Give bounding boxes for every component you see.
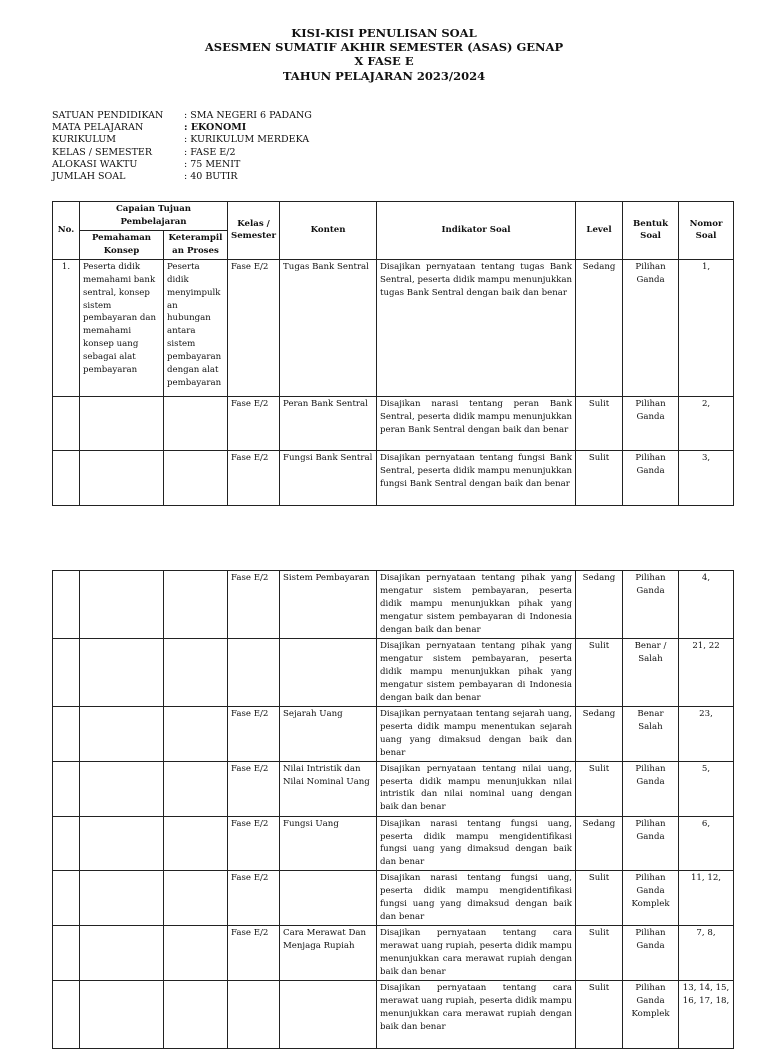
cell-bentuk: Pilihan Ganda (623, 450, 679, 505)
cell-kelas: Fase E/2 (228, 871, 280, 926)
cell-nomor: 3, (679, 450, 734, 505)
blueprint-table (52, 201, 734, 506)
meta-value: : 40 BUTIR (184, 171, 238, 183)
cell-nomor: 6, (679, 816, 734, 871)
cell-bentuk: Pilihan Ganda Komplek (623, 981, 679, 1049)
cell-kelas: Fase E/2 (228, 707, 280, 762)
cell-pemahaman: Peserta didik memahami bank sentral, konsep sistem pembayaran dan memahami konsep uang sebagai alat pembayaran (80, 259, 164, 396)
cell-no (53, 396, 80, 450)
cell-bentuk: Pilihan Ganda (623, 761, 679, 816)
cell-keterampilan: Peserta didik menyimpulk an hubungan antara sistem pembayaran dengan alat pembayaran (164, 259, 228, 396)
cell-pemahaman (80, 571, 164, 639)
table-row (53, 816, 734, 871)
meta-row (52, 147, 312, 159)
meta-row (52, 122, 312, 134)
cell-indikator: Disajikan pernyataan tentang cara merawat uang rupiah, peserta didik mampu menunjukkan cara merawat rupiah dengan baik dan benar (377, 981, 576, 1049)
cell-kelas: Fase E/2 (228, 761, 280, 816)
cell-keterampilan (164, 761, 228, 816)
cell-bentuk: Pilihan Ganda (623, 571, 679, 639)
col-header-level: Level (576, 202, 623, 260)
col-header-capaian: Capaian Tujuan Pembelajaran (80, 202, 228, 231)
doc-title-line-1: KISI-KISI PENULISAN SOAL (291, 26, 477, 40)
cell-konten: Tugas Bank Sentral (280, 259, 377, 396)
table-row (53, 981, 734, 1049)
table-row (53, 450, 734, 505)
cell-level: Sedang (576, 707, 623, 762)
table-row (53, 396, 734, 450)
cell-no (53, 707, 80, 762)
cell-konten: Fungsi Uang (280, 816, 377, 871)
cell-pemahaman (80, 707, 164, 762)
cell-kelas (228, 981, 280, 1049)
table-row (53, 926, 734, 981)
cell-no (53, 816, 80, 871)
meta-row (52, 159, 312, 171)
cell-konten (280, 981, 377, 1049)
cell-nomor: 7, 8, (679, 926, 734, 981)
cell-level: Sulit (576, 639, 623, 707)
cell-no: 1. (53, 259, 80, 396)
cell-indikator: Disajikan narasi tentang peran Bank Sentral, peserta didik mampu menunjukkan peran Bank Sentral dengan baik dan benar (377, 396, 576, 450)
cell-level: Sedang (576, 816, 623, 871)
cell-bentuk: Benar Salah (623, 707, 679, 762)
cell-bentuk: Pilihan Ganda (623, 816, 679, 871)
cell-keterampilan (164, 571, 228, 639)
identity-block (52, 110, 312, 183)
doc-title-line-2: ASESMEN SUMATIF AKHIR SEMESTER (ASAS) GENAP (204, 40, 564, 54)
cell-keterampilan (164, 396, 228, 450)
blueprint-table-continued (52, 570, 734, 1049)
cell-nomor: 21, 22 (679, 639, 734, 707)
cell-konten: Nilai Intristik dan Nilai Nominal Uang (280, 761, 377, 816)
cell-indikator: Disajikan pernyataan tentang nilai uang, peserta didik mampu menunjukkan nilai intristik dan nilai nominal uang dengan baik dan benar (377, 761, 576, 816)
cell-pemahaman (80, 926, 164, 981)
doc-title-line-4: TAHUN PELAJARAN 2023/2024 (282, 69, 486, 83)
cell-no (53, 981, 80, 1049)
cell-konten: Sistem Pembayaran (280, 571, 377, 639)
cell-indikator: Disajikan pernyataan tentang sejarah uang, peserta didik mampu menentukan sejarah uang yang dimaksud dengan baik dan benar (377, 707, 576, 762)
col-header-konten: Konten (280, 202, 377, 260)
cell-kelas: Fase E/2 (228, 816, 280, 871)
cell-kelas: Fase E/2 (228, 396, 280, 450)
cell-nomor: 5, (679, 761, 734, 816)
cell-bentuk: Pilihan Ganda Komplek (623, 871, 679, 926)
meta-label: ALOKASI WAKTU (52, 158, 138, 170)
cell-level: Sedang (576, 571, 623, 639)
cell-kelas (228, 639, 280, 707)
cell-konten (280, 871, 377, 926)
cell-no (53, 871, 80, 926)
cell-bentuk: Pilihan Ganda (623, 926, 679, 981)
cell-pemahaman (80, 761, 164, 816)
cell-keterampilan (164, 707, 228, 762)
cell-bentuk: Pilihan Ganda (623, 396, 679, 450)
meta-label: KELAS / SEMESTER (52, 146, 152, 158)
cell-level: Sulit (576, 981, 623, 1049)
cell-no (53, 571, 80, 639)
cell-pemahaman (80, 450, 164, 505)
cell-no (53, 639, 80, 707)
meta-value: : 75 MENIT (184, 158, 241, 170)
table-row (53, 707, 734, 762)
cell-indikator: Disajikan narasi tentang fungsi uang, peserta didik mampu mengidentifikasi fungsi uang yang dimaksud dengan baik dan benar (377, 871, 576, 926)
cell-no (53, 926, 80, 981)
col-header-keterampilan: Keterampil an Proses (164, 230, 228, 259)
meta-label: MATA PELAJARAN (52, 122, 144, 134)
cell-konten: Fungsi Bank Sentral (280, 450, 377, 505)
meta-value: : EKONOMI (184, 122, 247, 134)
cell-keterampilan (164, 871, 228, 926)
col-header-nomor: Nomor Soal (679, 202, 734, 260)
cell-no (53, 761, 80, 816)
cell-bentuk: Benar / Salah (623, 639, 679, 707)
cell-pemahaman (80, 816, 164, 871)
cell-nomor: 23, (679, 707, 734, 762)
cell-konten: Sejarah Uang (280, 707, 377, 762)
doc-title-line-3: X FASE E (354, 54, 414, 68)
cell-bentuk: Pilihan Ganda (623, 259, 679, 396)
cell-nomor: 4, (679, 571, 734, 639)
cell-level: Sulit (576, 761, 623, 816)
cell-nomor: 1, (679, 259, 734, 396)
cell-kelas: Fase E/2 (228, 926, 280, 981)
cell-konten (280, 639, 377, 707)
cell-keterampilan (164, 926, 228, 981)
meta-value: : KURIKULUM MERDEKA (184, 134, 310, 146)
cell-pemahaman (80, 396, 164, 450)
table-row (53, 761, 734, 816)
meta-row (52, 134, 312, 146)
meta-value: : SMA NEGERI 6 PADANG (184, 110, 312, 121)
cell-indikator: Disajikan pernyataan tentang cara merawat uang rupiah, peserta didik mampu menunjukkan cara merawat rupiah dengan baik dan benar (377, 926, 576, 981)
meta-row (52, 171, 312, 183)
cell-nomor: 13, 14, 15, 16, 17, 18, (679, 981, 734, 1049)
table-row (53, 639, 734, 707)
cell-pemahaman (80, 981, 164, 1049)
meta-value: : FASE E/2 (184, 146, 236, 158)
table-row (53, 571, 734, 639)
cell-nomor: 2, (679, 396, 734, 450)
cell-kelas: Fase E/2 (228, 571, 280, 639)
meta-label: KURIKULUM (52, 134, 116, 146)
cell-pemahaman (80, 639, 164, 707)
col-header-indikator: Indikator Soal (377, 202, 576, 260)
table-row (53, 259, 734, 396)
cell-pemahaman (80, 871, 164, 926)
meta-label: JUMLAH SOAL (52, 171, 126, 183)
cell-no (53, 450, 80, 505)
col-header-bentuk: Bentuk Soal (623, 202, 679, 260)
table-row (53, 871, 734, 926)
cell-level: Sulit (576, 450, 623, 505)
cell-keterampilan (164, 450, 228, 505)
cell-indikator: Disajikan pernyataan tentang fungsi Bank Sentral, peserta didik mampu menunjukkan fungsi Bank Sentral dengan baik dan benar (377, 450, 576, 505)
cell-nomor: 11, 12, (679, 871, 734, 926)
cell-level: Sulit (576, 396, 623, 450)
cell-konten: Cara Merawat Dan Menjaga Rupiah (280, 926, 377, 981)
cell-keterampilan (164, 816, 228, 871)
col-header-kelas: Kelas / Semester (228, 202, 280, 260)
cell-indikator: Disajikan narasi tentang fungsi uang, peserta didik mampu mengidentifikasi fungsi uang yang dimaksud dengan baik dan benar (377, 816, 576, 871)
col-header-pemahaman: Pemahaman Konsep (80, 230, 164, 259)
cell-konten: Peran Bank Sentral (280, 396, 377, 450)
cell-level: Sulit (576, 871, 623, 926)
cell-level: Sedang (576, 259, 623, 396)
cell-keterampilan (164, 639, 228, 707)
cell-kelas: Fase E/2 (228, 259, 280, 396)
cell-indikator: Disajikan pernyataan tentang pihak yang mengatur sistem pembayaran, peserta didik mampu menunjukkan pihak yang mengatur sistem pembayaran di Indonesia dengan baik dan benar (377, 571, 576, 639)
cell-indikator: Disajikan pernyataan tentang tugas Bank Sentral, peserta didik mampu menunjukkan tugas Bank Sentral dengan baik dan benar (377, 259, 576, 396)
meta-row (52, 110, 312, 122)
cell-level: Sulit (576, 926, 623, 981)
col-header-no: No. (53, 202, 80, 260)
cell-kelas: Fase E/2 (228, 450, 280, 505)
cell-indikator: Disajikan pernyataan tentang pihak yang mengatur sistem pembayaran, peserta didik mampu menunjukkan pihak yang mengatur sistem pembayaran di Indonesia dengan baik dan benar (377, 639, 576, 707)
meta-label: SATUAN PENDIDIKAN (52, 110, 164, 121)
cell-keterampilan (164, 981, 228, 1049)
